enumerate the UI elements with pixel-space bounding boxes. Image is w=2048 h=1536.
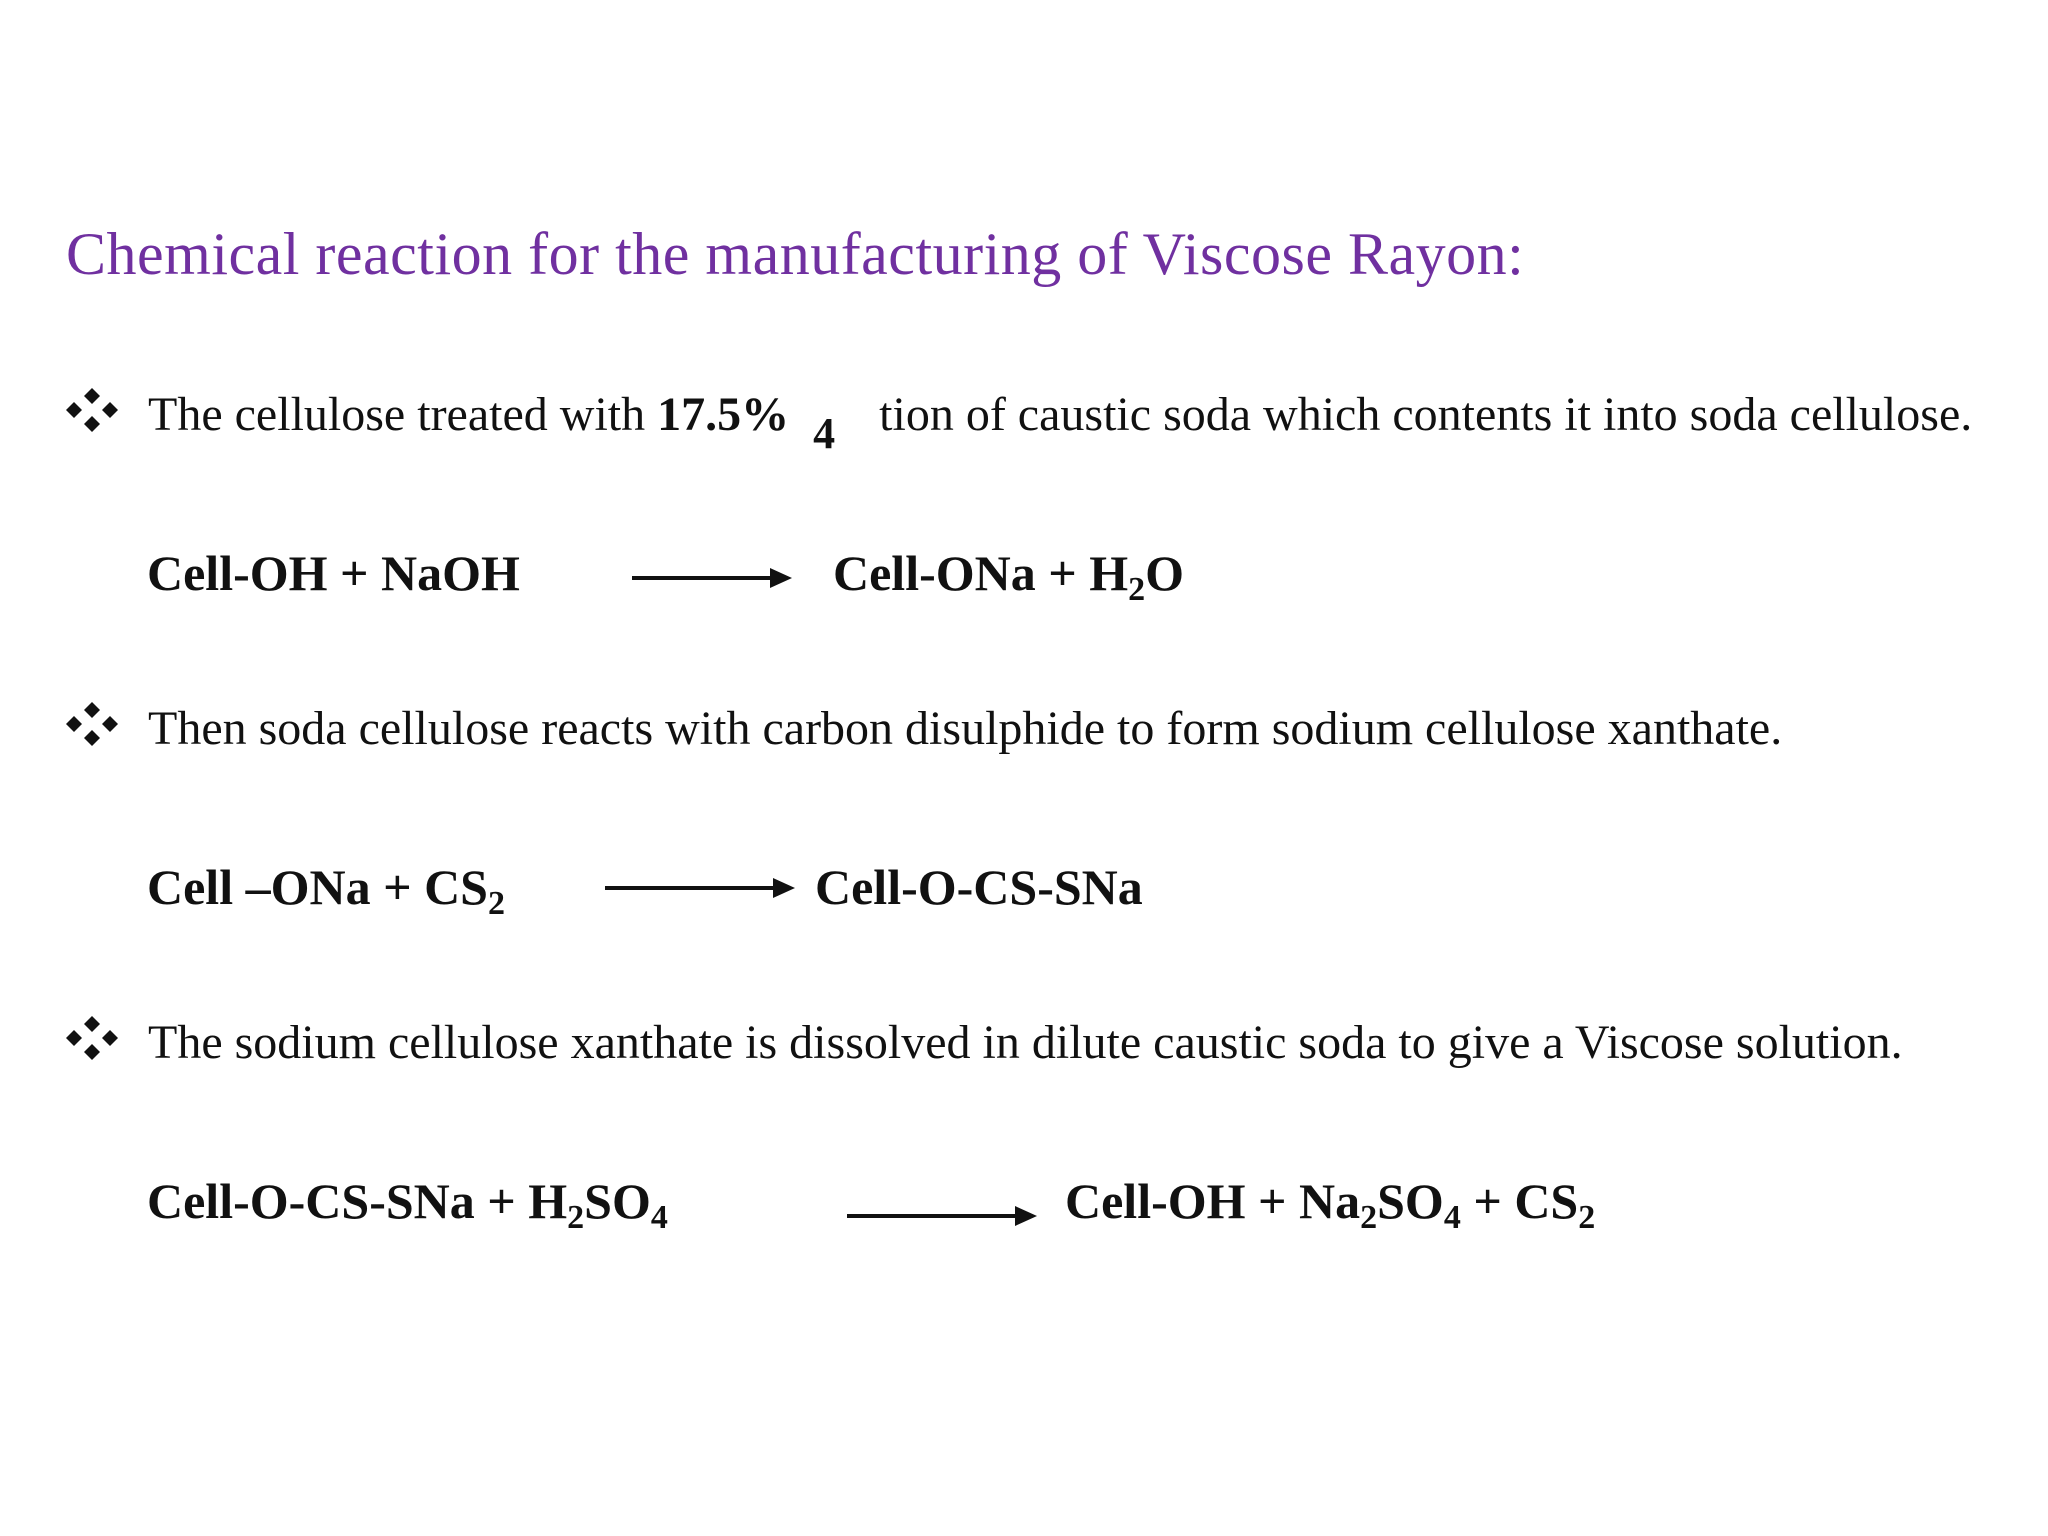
equation-step-1: [147, 544, 1347, 614]
slide-title: Chemical reaction for the manufacturing of Viscose Rayon:: [66, 221, 1525, 287]
step-1-overlay-mark: 4: [813, 409, 836, 458]
equation-step-2: [147, 858, 1347, 928]
bullet-text-step-1: [148, 378, 1996, 458]
step-1-text-before: The cellulose treated with: [148, 388, 646, 441]
four-diamond-bullet-icon: [66, 698, 118, 750]
reaction-arrow-icon: [605, 876, 795, 900]
equation-2-reactants: Cell $-ONa + CS_2$: [147, 859, 505, 922]
reaction-arrow-icon: [632, 566, 792, 590]
bullet-text-step-2: Then soda cellulose reacts with carbon disulphide to form sodium cellulose xanthate.: [148, 702, 1783, 755]
four-diamond-bullet-icon: [66, 1012, 118, 1064]
equation-1-reactants: Cell-OH + NaOH: [147, 545, 520, 601]
step-1-text-after: tion of caustic soda which contents it into soda cellulose.: [879, 388, 1973, 441]
equation-step-3: [147, 1172, 1747, 1242]
bullet-text-step-3: The sodium cellulose xanthate is dissolved in dilute caustic soda to give a Viscose solution.: [148, 1016, 1903, 1069]
step-1-highlight: 17.5%: [657, 388, 790, 441]
reaction-arrow-icon: [847, 1204, 1037, 1228]
equation-1-products: Cell-ONa + $H_2O$: [833, 545, 1185, 608]
equation-2-products: Cell-O-CS-SNa: [815, 859, 1143, 915]
equation-3-reactants: Cell-O-CS-SNa + $H_2SO_4$: [147, 1173, 668, 1236]
four-diamond-bullet-icon: [66, 384, 118, 436]
equation-3-products: Cell-OH + $Na_2SO_4 + CS_2$: [1065, 1173, 1596, 1236]
